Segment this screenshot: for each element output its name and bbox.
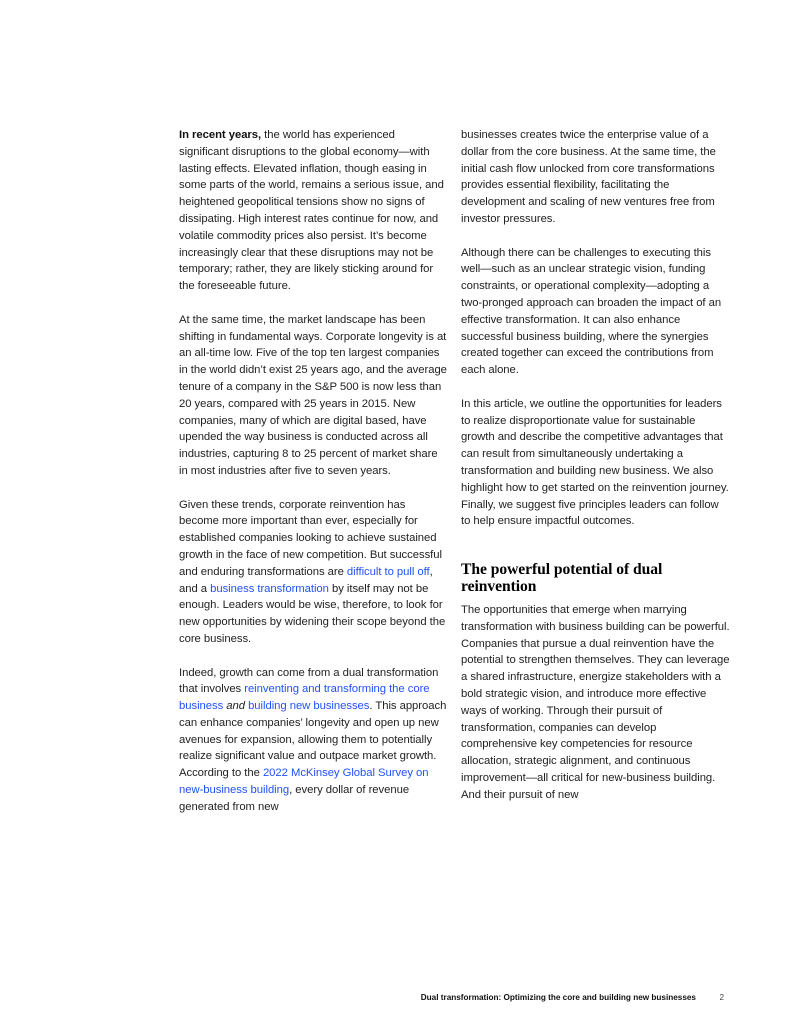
section-heading: The powerful potential of dual reinvention	[461, 560, 663, 596]
paragraph-text: , and a	[179, 565, 433, 595]
paragraph-dual-transformation	[179, 665, 447, 816]
link-difficult-to-pull-off[interactable]: difficult to pull off	[346, 565, 430, 578]
paragraph-enterprise-value: businesses creates twice the enterprise value of a dollar from the core business. At the same time, the initial cash flow unlocked from core transformations provides essential flexibility, facilitating the development and scaling of new ventures free from investor pressures.	[461, 129, 716, 225]
paragraph-text: Given these trends, corporate reinvention has become more important than ever, especially for established companies looking to achieve sustained growth in the face of new competition. But successful and enduring transformations are	[179, 498, 442, 578]
page-footer	[0, 993, 791, 1007]
link-business-transformation[interactable]: business transformation	[210, 582, 329, 595]
paragraph-corporate-reinvention	[179, 497, 447, 648]
paragraph-text: , every dollar of revenue generated from new	[179, 784, 410, 813]
page-number: 2	[719, 993, 724, 1002]
paragraph-market-landscape: At the same time, the market landscape has been shifting in fundamental ways. Corporate longevity is at an all-time low. Five of the top ten largest companies in the world didn’t exist 25 years ago, and the average tenure of a company in the S&P 500 is now less than 20 years, compared with 25 years in 2015. New companies, many of which are digital based, have upended the way business is conducted across all industries, capturing 8 to 25 percent of market share in most industries after five to seven years.	[179, 313, 447, 477]
left-column	[179, 127, 447, 816]
paragraph-opportunities: The opportunities that emerge when marrying transformation with business building can be powerful. Companies that pursue a dual reinvention have the potential to strengthen themselves. They can leverage a shared infrastructure, energize stakeholders with a bold strategic vision, and introduce more effective ways of working. Through their pursuit of transformation, companies can develop comprehensive key competencies for resource allocation, strategic alignment, and continuous improvement—all critical for new-business building. And their pursuit of new	[461, 603, 730, 801]
link-reinventing-core-business[interactable]: reinventing and transforming the core business	[179, 683, 430, 713]
link-building-new-businesses[interactable]: building new businesses	[248, 700, 370, 713]
paragraph-text: the world has experienced significant disruptions to the global economy—with lasting effects. Elevated inflation, though easing in some parts of the world, remains a serious issue, and heightened geopolitical tensions show no signs of dissipating. High interest rates continue for now, and volatile commodity prices also persist. It’s become increasingly clear that these disruptions may not be temporary; rather, they are likely sticking around for the foreseeable future.	[179, 129, 444, 293]
link-mckinsey-global-survey[interactable]: 2022 McKinsey Global Survey on new-business building	[179, 767, 429, 797]
paragraph-text: . This approach can enhance companies’ longevity and open up new avenues for expansion, allowing them to potentially realize significant value and outpace market growth. According to the	[179, 700, 447, 780]
footer-title: Dual transformation: Optimizing the core and building new businesses	[420, 993, 696, 1002]
paragraph-recent-years	[179, 127, 447, 295]
right-column	[461, 127, 731, 803]
paragraph-challenges: Although there can be challenges to executing this well—such as an unclear strategic vision, funding constraints, or operational complexity—adopting a two-pronged approach can broaden the impact of an effective transformation. It can also enhance successful business building, where the synergies created together can exceed the contributions from each alone.	[461, 246, 722, 377]
lead-in-text: In recent years,	[179, 129, 262, 141]
paragraph-article-outline: In this article, we outline the opportunities for leaders to realize disproportionate value for sustainable growth and describe the competitive advantages that can result from simultaneously undertaking a transformation and building new business. We also highlight how to get started on the reinvention journey. Finally, we suggest five principles leaders can follow to help ensure impactful outcomes.	[461, 397, 729, 528]
paragraph-text: Indeed, growth can come from a dual transformation that involves	[179, 666, 439, 696]
emphasis-and: and	[226, 700, 245, 713]
paragraph-text: by itself may not be enough. Leaders would be wise, therefore, to look for new opportunities by widening their scope beyond the core business.	[179, 582, 446, 645]
